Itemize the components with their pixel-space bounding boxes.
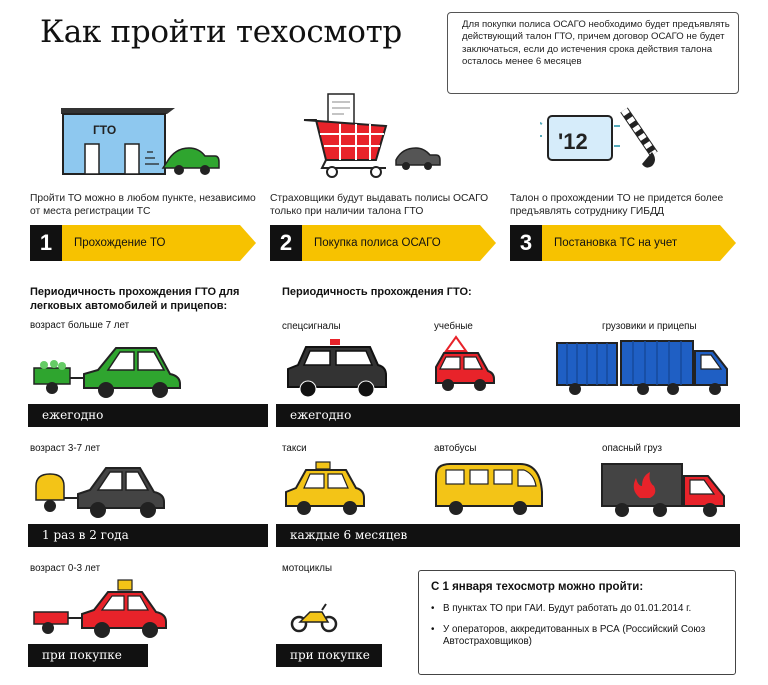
dark-car-trailer-illustration [28,460,178,520]
step-1-label: Прохождение ТО [74,237,166,249]
step-3-label: Постановка ТС на учет [554,237,678,249]
band-two-years-text: 1 раз в 2 года [42,528,129,542]
green-car-trailer-illustration [28,338,188,400]
category-taxi: такси [282,443,307,454]
band-two-years [28,524,268,547]
category-buses: автобусы [434,443,477,454]
gto-sign: ГТО [93,123,117,137]
band-purchase-right [276,644,382,667]
step-1-number: 1 [39,230,53,255]
motorcycle-illustration [290,600,338,636]
hazard-truck-illustration [600,458,736,520]
step-1-description: Пройти ТО можно в любом пункте, независимо от места регистрации ТС [30,193,256,217]
band-six-months-text: каждые 6 месяцев [290,528,408,542]
black-special-car-illustration [282,335,392,401]
step-2-description: Страховщики будут выдавать полисы ОСАГО только при наличии талона ГТО [270,193,489,217]
blue-truck-illustration [555,335,735,401]
registration-illustration [540,96,680,182]
category-training: учебные [434,321,473,332]
step-2-label: Покупка полиса ОСАГО [314,237,441,249]
gto-station-illustration [55,100,225,180]
band-yearly-right-text: ежегодно [290,408,352,422]
band-six-months [276,524,740,547]
bullet-icon: • [431,603,435,614]
category-trucks: грузовики и прицепы [602,321,697,332]
shopping-cart-illustration [300,90,450,182]
band-yearly-left [28,404,268,427]
step-2-number: 2 [279,230,293,255]
band-purchase-left [28,644,148,667]
red-car-gift-illustration [28,578,178,640]
inspection-info-box [418,570,736,675]
left-section-heading: Периодичность прохождения ГТО для легковых автомобилей и прицепов: [30,286,240,312]
info-item-text: У операторов, аккредитованных в РСА (Российский Союз Автостраховщиков) [443,624,706,647]
info-item [431,603,725,615]
category-age-0-3: возраст 0-3 лет [30,563,101,574]
band-yearly-left-text: ежегодно [42,408,104,422]
red-training-car-illustration [432,335,498,395]
band-purchase-left-text: при покупке [42,648,122,662]
category-hazard: опасный груз [602,443,663,454]
yellow-bus-illustration [432,458,548,520]
step-3-bar [510,225,736,261]
category-moto: мотоциклы [282,563,333,574]
band-purchase-right-text: при покупке [290,648,370,662]
info-item-text: В пунктах ТО при ГАИ. Будут работать до 01.01.2014 г. [443,603,692,614]
right-section-heading: Периодичность прохождения ГТО: [282,286,472,298]
step-2-bar [270,225,496,261]
step-3-description: Талон о прохождении ТО не придется более предъявлять сотруднику ГИБДД [510,193,724,217]
yellow-taxi-illustration [282,460,372,520]
step-3-number: 3 [519,230,533,255]
category-age-7: возраст больше 7 лет [30,320,130,331]
category-age-3-7: возраст 3-7 лет [30,443,101,454]
info-title: С 1 января техосмотр можно пройти: [431,581,644,593]
category-special: спецсигналы [282,321,341,332]
plate-text: '12 [558,129,588,154]
info-item [431,624,725,648]
bullet-icon: • [431,624,435,635]
band-yearly-right [276,404,740,427]
step-1-bar [30,225,256,261]
osago-note: Для покупки полиса ОСАГО необходимо будет предъявлять действующий талон ГТО, причем договор ОСАГО не будет заключаться, если до истечения срока действия талона осталось менее 6 месяцев [447,12,739,94]
page-title: Как пройти техосмотр [40,14,402,50]
